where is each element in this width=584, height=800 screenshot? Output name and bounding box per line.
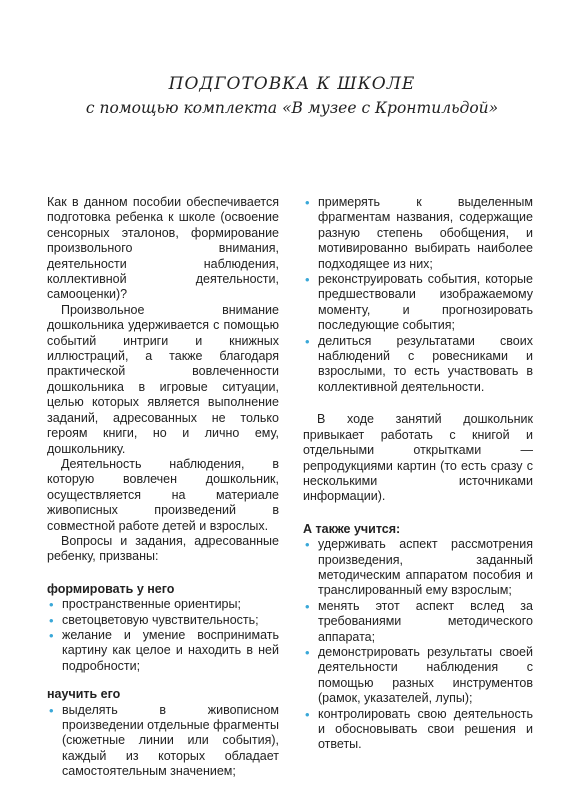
intro-paragraph: Как в данном пособии обеспечивается подготовка ребенка к школе (освоение сенсорных эталонов, формирование произвольного внимания, деятельности наблюдения, коллективной деятельности, самооценки)? xyxy=(47,195,279,302)
list-item: • реконструировать события, которые предшествовали изображаемому моменту, и прогнозировать последующие события; xyxy=(303,272,533,334)
list-item: • делиться результатами своих наблюдений с ровесниками и взрослыми, то есть участвовать в коллективной деятельности. xyxy=(303,334,533,396)
teach-heading: научить его xyxy=(47,687,121,702)
page-subtitle: с помощью комплекта «В музее с Кронтильдой» xyxy=(85,99,499,117)
list-item: • демонстрировать результаты своей деятельности наблюдения с помощью разных инструментов (рамок, указателей, лупы); xyxy=(303,645,533,707)
form-list xyxy=(47,597,279,674)
right-column xyxy=(303,195,533,753)
questions-paragraph: Вопросы и задания, адресованные ребенку, призваны: xyxy=(47,533,279,564)
page-title: ПОДГОТОВКА К ШКОЛЕ xyxy=(168,74,416,94)
also-learns-list xyxy=(303,537,533,753)
observation-paragraph: Деятельность наблюдения, в которую вовлечен дошкольник, осуществляется на материале живописных произведений в совместной работе детей и взрослых. xyxy=(47,456,279,533)
list-item: • менять этот аспект вслед за требованиями методического аппарата; xyxy=(303,599,533,645)
left-column xyxy=(47,195,279,780)
list-item: • выделять в живописном произведении отдельные фрагменты (сюжетные линии или события), каждый из которых обладает самостоятельным значением; xyxy=(47,703,279,780)
page-header xyxy=(0,72,584,120)
list-item: • пространственные ориентиры; xyxy=(47,597,279,612)
form-heading: формировать у него xyxy=(47,581,175,596)
teach-list xyxy=(47,703,279,780)
also-learns-heading: А также учится: xyxy=(303,521,401,536)
list-item: • желание и умение воспринимать картину как целое и находить в ней подробности; xyxy=(47,628,279,674)
habit-paragraph: В ходе занятий дошкольник привыкает работать с книгой и отдельными открытками — репродукциями картин (то есть сразу с несколькими источниками информации). xyxy=(303,412,533,504)
list-item: • контролировать свою деятельность и обосновывать свои решения и ответы. xyxy=(303,707,533,753)
list-item: • светоцветовую чувствительность; xyxy=(47,613,279,628)
list-item: • примерять к выделенным фрагментам названия, содержащие разную степень обобщения, и мотивированно выбирать наиболее подходящее из них; xyxy=(303,195,533,272)
attention-paragraph: Произвольное внимание дошкольника удерживается с помощью событий интриги и книжных иллюстраций, а также благодаря практической вовлеченности дошкольника в игровые ситуации, целью которых является выполнение заданий, адресованных не только героям книги, но и лично ему, дошкольнику. xyxy=(47,302,279,456)
list-item: • удерживать аспект рассмотрения произведения, заданный методическим аппаратом пособия и транслированный ему взрослым; xyxy=(303,537,533,599)
teach-list-continued xyxy=(303,195,533,395)
